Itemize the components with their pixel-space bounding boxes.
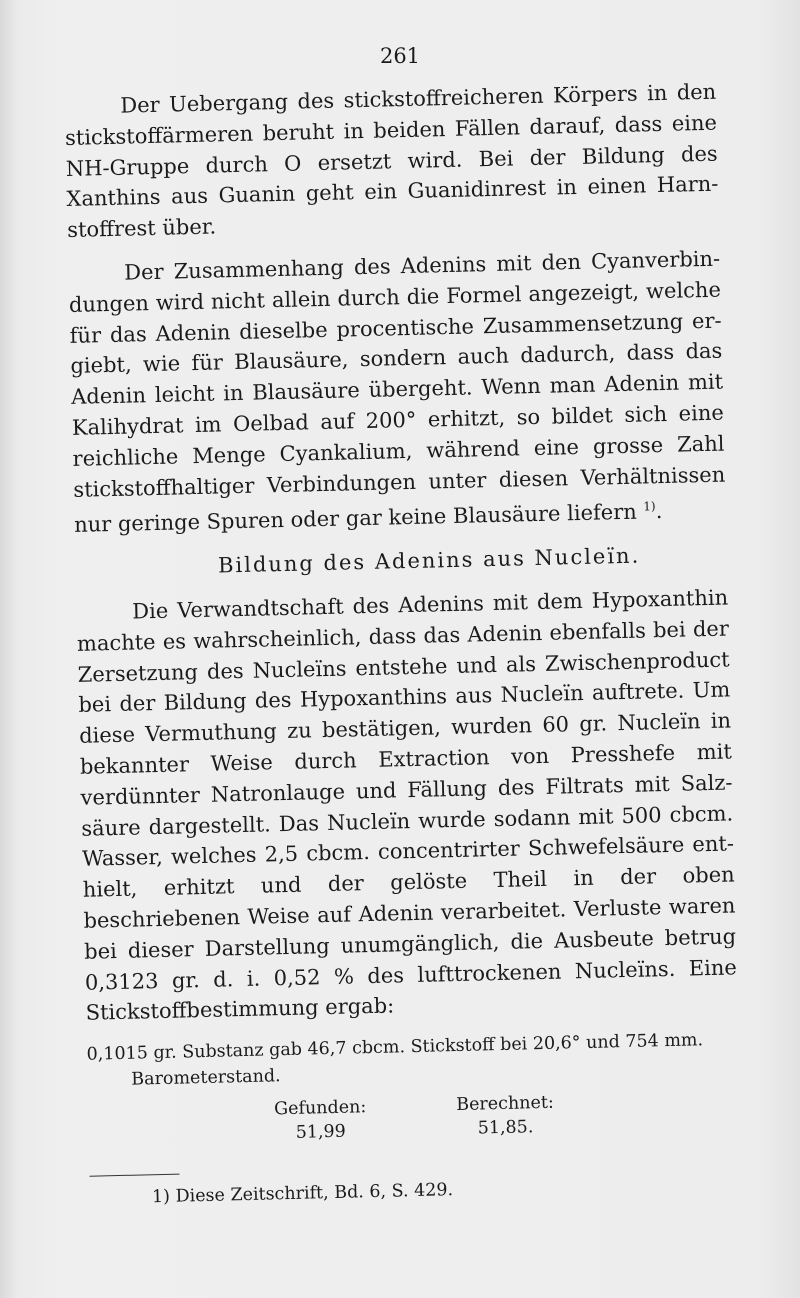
- found-value: 51,99: [295, 1121, 347, 1143]
- paragraph-2-text: Der Zusammenhang des Adenins mit den Cyanverbindungen wird nicht allein durch die Formel angezeigt, welche für das Adenin dieselbe procentische Zusammensetzung ergiebt, wie für Blausäure, sondern auch dadurch, dass das Adenin leicht in Blausäure übergeht. Wenn man Adenin mit Kalihydrat im Oelbad auf 200° erhitzt, so bildet sich eine reichliche Menge Cyankalium, während eine grosse Zahl stickstoffhaltiger Verbindungen unter diesen Verhältnissen nur geringe Spuren oder gar keine Blausäure liefern: [68, 246, 726, 538]
- footnote-divider: [90, 1174, 180, 1177]
- measurement-line-cont: Barometerstand.: [131, 1066, 281, 1090]
- found-column: [274, 1095, 367, 1145]
- measurement-line: 0,1015 gr. Substanz gab 46,7 cbcm. Stickstoff bei 20,6° und 754 mm.: [86, 1030, 704, 1065]
- calculated-value: 51,85.: [477, 1117, 534, 1139]
- found-label: Gefunden:: [273, 1097, 367, 1120]
- footnote: 1) Diese Zeitschrift, Bd. 6, S. 429.: [151, 1180, 454, 1208]
- results-table: [88, 1086, 741, 1149]
- paragraph-1: Der Uebergang des stickstoffreicheren Körpers in den stickstoffärmeren beruht in beiden Fällen darauf, dass eine NH-Gruppe durch O ersetzt wird. Bei der Bildung des Xanthins aus Guanin geht ein Guanidinrest in einen Harnstoffrest über.: [64, 79, 719, 243]
- calculated-column: [456, 1091, 555, 1141]
- page-body: [64, 77, 742, 1211]
- paragraph-2: Der Zusammenhang des Adenins mit den Cyanverbindungen wird nicht allein durch die Formel angezeigt, welche für das Adenin dieselbe procentische Zusammensetzung ergiebt, wie für Blausäure, sondern auch dadurch, dass das Adenin leicht in Blausäure übergeht. Wenn man Adenin mit Kalihydrat im Oelbad auf 200° erhitzt, so bildet sich eine reichliche Menge Cyankalium, während eine grosse Zahl stickstoffhaltiger Verbindungen unter diesen Verhältnissen nur geringe Spuren oder gar keine Blausäure liefern $^{1)}$.: [68, 246, 726, 538]
- section-heading: Bildung des Adenins aus Nucleïn.: [217, 543, 641, 578]
- calculated-label: Berechnet:: [455, 1092, 555, 1116]
- paragraph-3: Die Verwandtschaft des Adenins mit dem Hypoxanthin machte es wahrscheinlich, dass das Adenin ebenfalls bei der Zersetzung des Nucleïns entstehe und als Zwischenproduct bei der Bildung des Hypoxanthins aus Nucleïn auftrete. Um diese Vermuthung zu bestätigen, wurden 60 gr. Nucleïn in bekannter Weise durch Extraction von Presshefe mit verdünnter Natronlauge und Fällung des Filtrats mit Salzsäure dargestellt. Das Nucleïn wurde sodann mit 500 cbcm. Wasser, welches 2,5 cbcm. concentrirter Schwefelsäure enthielt, erhitzt und der gelöste Theil in der oben beschriebenen Weise auf Adenin verarbeitet. Verluste waren bei dieser Darstellung unumgänglich, die Ausbeute betrug 0,3123 gr. d. i. 0,52 % des lufttrockenen Nucleïns. Eine Stickstoffbestimmung ergab:: [76, 585, 738, 1026]
- measurement-block: [86, 1026, 739, 1093]
- footnote-reference: 1): [643, 499, 656, 514]
- page-number: 261: [379, 44, 421, 68]
